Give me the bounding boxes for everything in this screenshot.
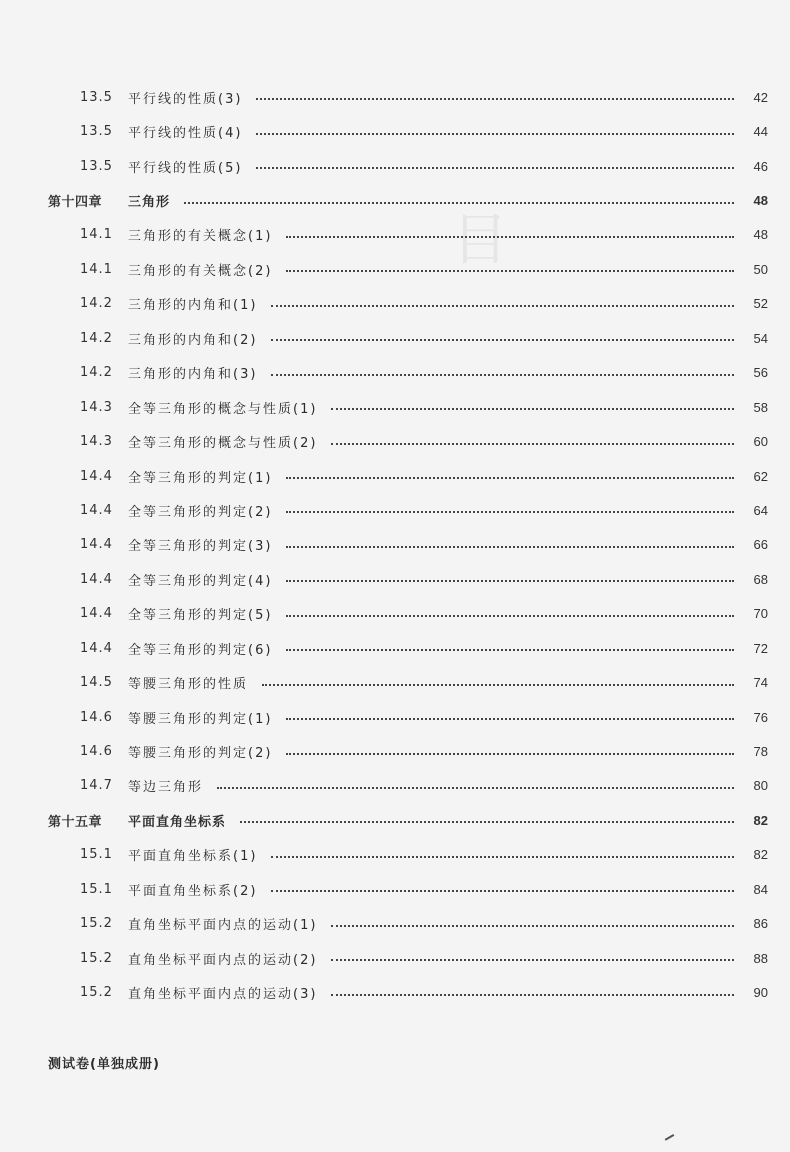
entry-title: 全等三角形的判定(4) — [128, 573, 273, 589]
dot-leader — [286, 753, 734, 755]
dot-leader — [271, 339, 734, 341]
pen-mark — [665, 1134, 678, 1146]
toc-section-entry — [0, 459, 790, 493]
section-number: 14.6 — [80, 744, 113, 760]
section-number: 14.4 — [80, 606, 113, 622]
dot-leader — [331, 408, 734, 410]
toc-section-entry — [0, 493, 790, 527]
toc-section-entry — [0, 734, 790, 768]
page-number: 50 — [753, 261, 768, 277]
dot-leader — [286, 477, 734, 479]
entry-title: 等边三角形 — [128, 780, 204, 796]
dot-leader — [286, 615, 734, 617]
section-number: 14.2 — [80, 330, 113, 346]
table-of-contents — [0, 80, 790, 1010]
toc-section-entry — [0, 941, 790, 975]
dot-leader — [256, 98, 734, 100]
page-number: 66 — [753, 537, 768, 553]
page-number: 56 — [753, 365, 768, 381]
test-paper-note: 测试卷(单独成册) — [48, 1057, 160, 1072]
dot-leader — [331, 443, 734, 445]
entry-title: 平面直角坐标系 — [128, 814, 227, 830]
entry-title: 全等三角形的判定(2) — [128, 504, 273, 520]
dot-leader — [271, 890, 734, 892]
section-number: 14.3 — [80, 399, 113, 415]
dot-leader — [184, 202, 734, 204]
section-number: 14.7 — [80, 778, 113, 794]
toc-section-entry — [0, 321, 790, 355]
entry-title: 平面直角坐标系(2) — [128, 883, 258, 899]
dot-leader — [331, 994, 734, 996]
toc-section-entry — [0, 252, 790, 286]
dot-leader — [271, 856, 734, 858]
entry-title: 等腰三角形的性质 — [128, 677, 249, 693]
entry-title: 三角形的内角和(2) — [128, 332, 258, 348]
entry-title: 三角形的内角和(1) — [128, 298, 258, 314]
page-number: 48 — [753, 227, 768, 243]
dot-leader — [286, 546, 734, 548]
toc-section-entry — [0, 390, 790, 424]
chapter-number: 第十四章 — [48, 195, 103, 211]
toc-section-entry — [0, 665, 790, 699]
section-number: 14.4 — [80, 537, 113, 553]
dot-leader — [331, 925, 734, 927]
entry-title: 平行线的性质(5) — [128, 160, 243, 176]
page-number: 70 — [753, 606, 768, 622]
toc-section-entry — [0, 597, 790, 631]
entry-title: 直角坐标平面内点的运动(1) — [128, 918, 318, 934]
section-number: 14.2 — [80, 296, 113, 312]
dot-leader — [286, 511, 734, 513]
toc-section-entry — [0, 631, 790, 665]
entry-title: 三角形的有关概念(2) — [128, 263, 273, 279]
toc-section-entry — [0, 218, 790, 252]
page-number: 44 — [753, 124, 768, 140]
bleed-through-mark: 目 — [452, 208, 508, 273]
section-number: 15.2 — [80, 916, 113, 932]
toc-chapter-entry — [0, 183, 790, 217]
toc-section-entry — [0, 872, 790, 906]
section-number: 14.1 — [80, 261, 113, 277]
toc-section-entry — [0, 149, 790, 183]
section-number: 15.1 — [80, 881, 113, 897]
toc-section-entry — [0, 424, 790, 458]
entry-title: 全等三角形的判定(6) — [128, 642, 273, 658]
dot-leader — [271, 305, 734, 307]
toc-section-entry — [0, 769, 790, 803]
page-number: 64 — [753, 502, 768, 518]
toc-section-entry — [0, 356, 790, 390]
dot-leader — [286, 718, 734, 720]
dot-leader — [286, 270, 734, 272]
page-number: 82 — [753, 847, 768, 863]
entry-title: 等腰三角形的判定(2) — [128, 746, 273, 762]
page-number: 86 — [753, 916, 768, 932]
page-number: 76 — [753, 709, 768, 725]
entry-title: 平行线的性质(4) — [128, 126, 243, 142]
dot-leader — [286, 580, 734, 582]
section-number: 13.5 — [80, 124, 113, 140]
page-number: 42 — [753, 89, 768, 105]
toc-section-entry — [0, 838, 790, 872]
entry-title: 全等三角形的判定(5) — [128, 608, 273, 624]
section-number: 14.4 — [80, 468, 113, 484]
section-number: 14.5 — [80, 675, 113, 691]
toc-chapter-entry — [0, 803, 790, 837]
section-number: 14.1 — [80, 227, 113, 243]
entry-title: 直角坐标平面内点的运动(2) — [128, 952, 318, 968]
entry-title: 全等三角形的概念与性质(1) — [128, 401, 318, 417]
page-number: 88 — [753, 950, 768, 966]
section-number: 14.4 — [80, 571, 113, 587]
toc-section-entry — [0, 562, 790, 596]
entry-title: 等腰三角形的判定(1) — [128, 711, 273, 727]
dot-leader — [271, 374, 734, 376]
chapter-number: 第十五章 — [48, 814, 103, 830]
dot-leader — [286, 236, 734, 238]
page-number: 80 — [753, 778, 768, 794]
toc-section-entry — [0, 80, 790, 114]
page-number: 78 — [753, 744, 768, 760]
entry-title: 直角坐标平面内点的运动(3) — [128, 987, 318, 1003]
dot-leader — [240, 821, 734, 823]
toc-section-entry — [0, 528, 790, 562]
toc-section-entry — [0, 975, 790, 1009]
dot-leader — [331, 959, 734, 961]
section-number: 14.3 — [80, 434, 113, 450]
dot-leader — [262, 684, 734, 686]
entry-title: 三角形 — [128, 195, 171, 211]
entry-title: 全等三角形的判定(1) — [128, 470, 273, 486]
page-number: 60 — [753, 434, 768, 450]
section-number: 15.2 — [80, 985, 113, 1001]
page-number: 68 — [753, 571, 768, 587]
page-number: 90 — [753, 985, 768, 1001]
entry-title: 平面直角坐标系(1) — [128, 849, 258, 865]
toc-section-entry — [0, 114, 790, 148]
page-number: 72 — [753, 640, 768, 656]
section-number: 13.5 — [80, 89, 113, 105]
page-number: 46 — [753, 158, 768, 174]
page-number: 54 — [753, 330, 768, 346]
page-number: 74 — [753, 675, 768, 691]
dot-leader — [217, 787, 734, 789]
entry-title: 全等三角形的判定(3) — [128, 539, 273, 555]
toc-section-entry — [0, 907, 790, 941]
section-number: 15.2 — [80, 950, 113, 966]
entry-title: 三角形的内角和(3) — [128, 367, 258, 383]
section-number: 14.2 — [80, 365, 113, 381]
entry-title: 平行线的性质(3) — [128, 91, 243, 107]
toc-section-entry — [0, 287, 790, 321]
page-number: 62 — [753, 468, 768, 484]
page-number: 58 — [753, 399, 768, 415]
dot-leader — [256, 167, 734, 169]
entry-title: 三角形的有关概念(1) — [128, 229, 273, 245]
section-number: 13.5 — [80, 158, 113, 174]
page-number: 82 — [753, 812, 768, 828]
page-number: 84 — [753, 881, 768, 897]
entry-title: 全等三角形的概念与性质(2) — [128, 436, 318, 452]
page-number: 48 — [753, 193, 768, 209]
section-number: 14.4 — [80, 502, 113, 518]
dot-leader — [256, 133, 734, 135]
section-number: 14.4 — [80, 640, 113, 656]
section-number: 14.6 — [80, 709, 113, 725]
section-number: 15.1 — [80, 847, 113, 863]
page-number: 52 — [753, 296, 768, 312]
dot-leader — [286, 649, 734, 651]
toc-section-entry — [0, 700, 790, 734]
